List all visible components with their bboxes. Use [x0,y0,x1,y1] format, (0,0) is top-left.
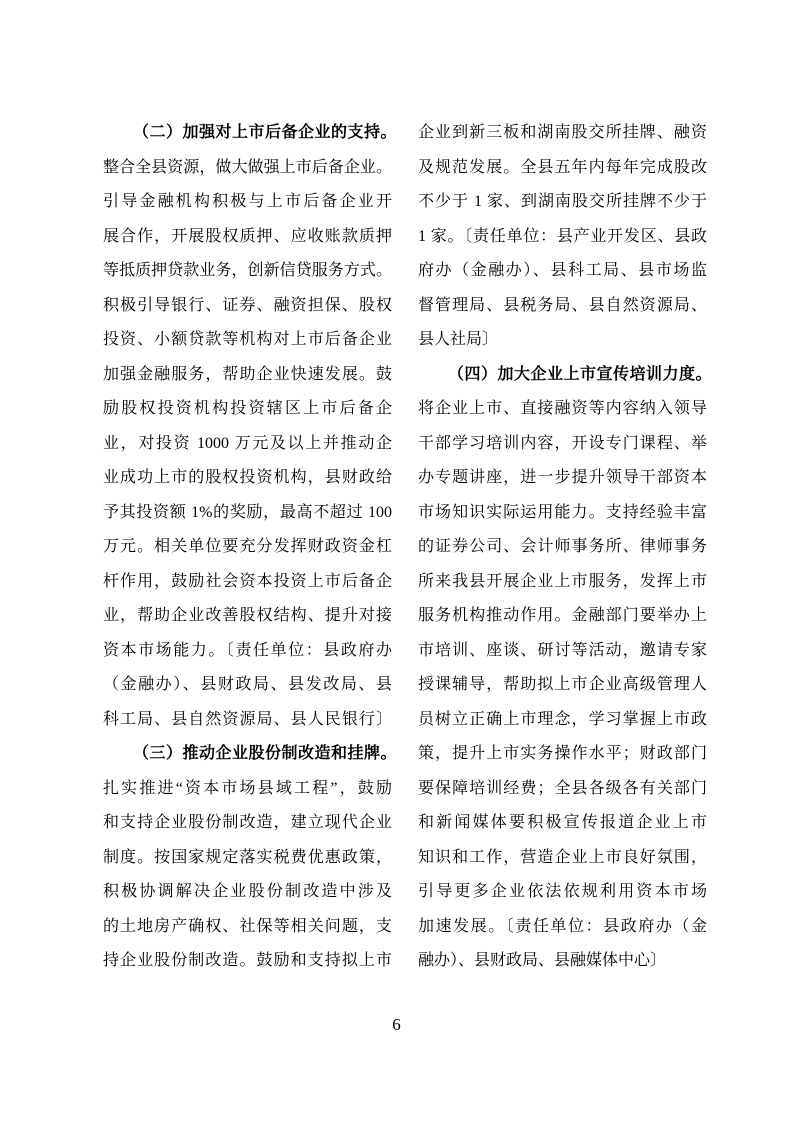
text-line: 予其投资额 1%的奖励，最高不超过 100 [103,503,392,521]
text-line: 万元。相关单位要充分发挥财政资金杠 [103,538,392,555]
text-line: 制度。按国家规定落实税费优惠政策， [103,848,392,866]
text-line: 励股权投资机构投资辖区上市后备企 [103,400,392,417]
text-line: 不少于 1 家、到湖南股交所挂牌不少于 [418,193,707,210]
text-line: 府办（金融办）、县科工局、县市场监 [418,262,707,279]
text-column-left [103,116,398,979]
text-line: 业，帮助企业改善股权结构、提升对接 [103,607,392,624]
text-line: 县人社局〕 [418,331,499,348]
text-line: 和新闻媒体要积极宣传报道企业上市 [418,814,707,831]
text-line: 扎实推进“资本市场县域工程”，鼓励 [103,779,392,797]
text-line: 科工局、县自然资源局、县人民银行〕 [103,710,392,728]
text-line: 持企业股份制改造。鼓励和支持拟上市 [103,952,392,969]
text-line: 业成功上市的股权投资机构，县财政给 [103,469,392,486]
text-line: 及规范发展。全县五年内每年完成股改 [418,158,707,176]
text-column-right [418,116,713,979]
text-line: 加速发展。〔责任单位：县政府办（金 [418,917,707,935]
text-line: 投资、小额贷款等机构对上市后备企业 [103,331,392,348]
text-line: 授课辅导，帮助拟上市企业高级管理人 [418,676,707,693]
text-line: 企业到新三板和湖南股交所挂牌、融资 [418,124,707,141]
section-heading: （三）推动企业股份制改造和挂牌。 [133,745,398,762]
text-line: 将企业上市、直接融资等内容纳入领导 [418,400,707,417]
text-line: 积极引导银行、证券、融资担保、股权 [103,296,392,314]
text-line: 资本市场能力。〔责任单位：县政府办 [103,641,392,659]
two-column-layout [103,116,713,979]
text-line: 干部学习培训内容，开设专门课程、举 [418,434,707,452]
text-line: 融办）、县财政局、县融媒体中心〕 [418,952,667,969]
text-line: （金融办）、县财政局、县发改局、县 [103,676,392,693]
text-line: 要保障培训经费；全县各级各有关部门 [418,779,707,797]
text-line: 引导金融机构积极与上市后备企业开 [103,193,392,210]
text-line: 知识和工作，营造企业上市良好氛围， [418,848,707,866]
text-line: 的证券公司、会计师事务所、律师事务 [418,538,707,555]
text-line: 的土地房产确权、社保等相关问题，支 [103,917,392,935]
text-line: 1 家。〔责任单位：县产业开发区、县政 [418,227,707,245]
page-number: 6 [392,1015,401,1034]
text-line: 等抵质押贷款业务，创新信贷服务方式。 [103,262,392,279]
section-heading: （二）加强对上市后备企业的支持。 [133,124,398,141]
text-line: 展合作，开展股权质押、应收账款质押 [103,227,392,245]
text-line: 引导更多企业依法依规利用资本市场 [418,883,707,900]
text-line: 服务机构推动作用。金融部门要举办上 [418,607,707,624]
text-line: 杆作用，鼓励社会资本投资上市后备企 [103,572,392,590]
text-line: 办专题讲座，进一步提升领导干部资本 [418,469,707,486]
section-heading: （四）加大企业上市宣传培训力度。 [448,365,713,383]
text-line: 所来我县开展企业上市服务，发挥上市 [418,572,707,590]
text-line: 督管理局、县税务局、县自然资源局、 [418,296,707,314]
text-line: 业，对投资 1000 万元及以上并推动企 [103,434,392,452]
text-line: 积极协调解决企业股份制改造中涉及 [103,883,392,900]
text-line: 整合全县资源，做大做强上市后备企业。 [103,158,392,176]
text-line: 和支持企业股份制改造，建立现代企业 [103,814,392,831]
text-line: 市培训、座谈、研讨等活动，邀请专家 [418,641,707,659]
text-line: 市场知识实际运用能力。支持经验丰富 [418,503,707,521]
text-line: 员树立正确上市理念，学习掌握上市政 [418,710,707,728]
text-line: 策，提升上市实务操作水平；财政部门 [418,745,707,762]
text-line: 加强金融服务，帮助企业快速发展。鼓 [103,365,392,383]
